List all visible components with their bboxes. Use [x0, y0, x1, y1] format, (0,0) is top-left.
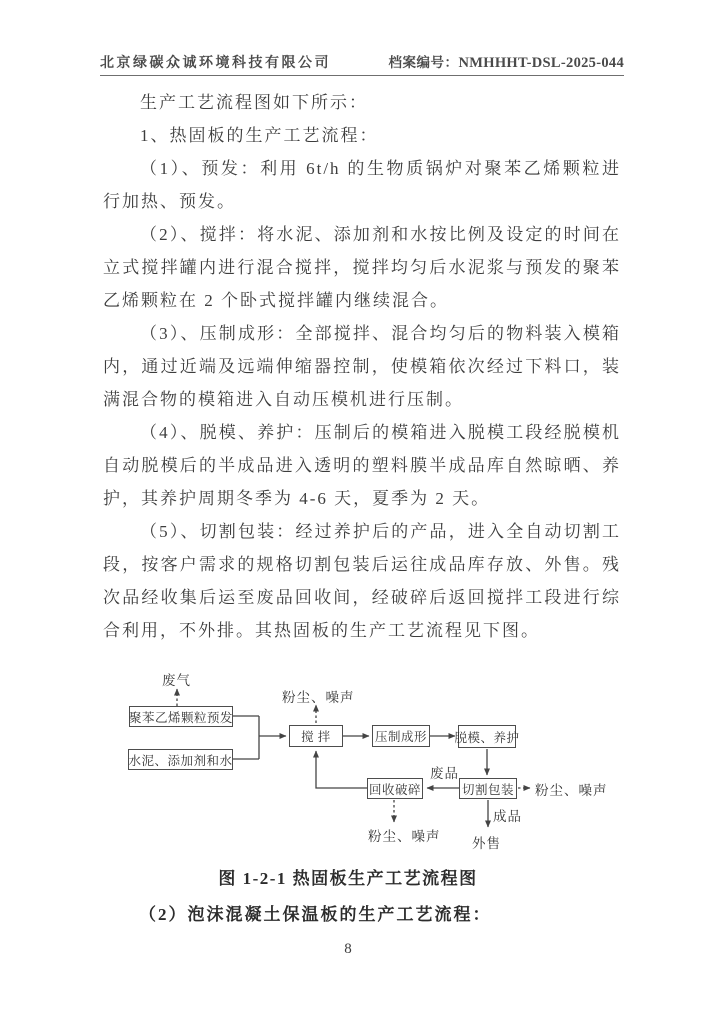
figure-caption: 图 1-2-1 热固板生产工艺流程图 [218, 869, 478, 888]
flow-box-pre-expansion: 聚苯乙烯颗粒预发 [129, 706, 233, 727]
flowchart-connectors [0, 660, 724, 860]
flow-label-dust-noise-recycling: 粉尘、噪声 [368, 829, 441, 844]
flow-label-dust-noise-mixing: 粉尘、噪声 [282, 690, 355, 705]
paragraph-section-1: 1、热固板的生产工艺流程： [140, 126, 379, 145]
flow-box-pressing: 压制成形 [372, 725, 430, 747]
next-section-heading: （2）泡沫混凝土保温板的生产工艺流程： [139, 905, 492, 924]
paragraph-step-4: （4）、脱模、养护：压制后的模箱进入脱模工段经脱模机自动脱模后的半成品进入透明的塑料膜半成品库自然晾晒、养护，其养护周期冬季为 4-6 天，夏季为 2 天。 [103, 423, 621, 508]
page-number: 8 [344, 941, 352, 957]
body-content [103, 86, 621, 647]
header-doc-number [389, 51, 624, 72]
flow-box-cutting: 切割包装 [459, 778, 517, 799]
flow-label-dust-noise-cutting: 粉尘、噪声 [535, 783, 608, 798]
doc-number-value: NMHHHT-DSL-2025-044 [458, 55, 624, 71]
paragraph-step-3: （3）、压制成形：全部搅拌、混合均匀后的物料装入模箱内，通过近端及远端伸缩器控制，使模箱依次经过下料口，装满混合物的模箱进入自动压模机进行压制。 [103, 324, 621, 409]
doc-number-label: 档案编号： [388, 55, 459, 70]
flow-label-sale: 外售 [472, 836, 501, 851]
flow-box-mixing: 搅 拌 [289, 725, 343, 747]
process-flowchart [0, 660, 724, 860]
header-company-name: 北京绿碳众诚环境科技有限公司 [100, 56, 331, 71]
flow-box-recycling: 回收破碎 [367, 778, 423, 799]
flow-label-waste-gas: 废气 [162, 673, 191, 688]
flow-box-materials: 水泥、添加剂和水 [128, 749, 233, 770]
paragraph-step-5: （5）、切割包装：经过养护后的产品，进入全自动切割工段，按客户需求的规格切割包装后运往成品库存放、外售。残次品经收集后运至废品回收间，经破碎后返回搅拌工段进行综合利用，不外排。其热固板的生产工艺流程见下图。 [103, 522, 621, 640]
paragraph-intro: 生产工艺流程图如下所示： [140, 93, 368, 112]
flow-box-demolding: 脱模、养护 [458, 725, 516, 748]
flow-label-waste: 废品 [430, 766, 459, 781]
paragraph-step-2: （2）、搅拌：将水泥、添加剂和水按比例及设定的时间在立式搅拌罐内进行混合搅拌，搅拌均匀后水泥浆与预发的聚苯乙烯颗粒在 2 个卧式搅拌罐内继续混合。 [103, 225, 621, 310]
paragraph-step-1: （1）、预发：利用 6t/h 的生物质锅炉对聚苯乙烯颗粒进行加热、预发。 [103, 159, 621, 211]
flow-label-finished-product: 成品 [493, 809, 522, 824]
page-header [100, 50, 624, 76]
